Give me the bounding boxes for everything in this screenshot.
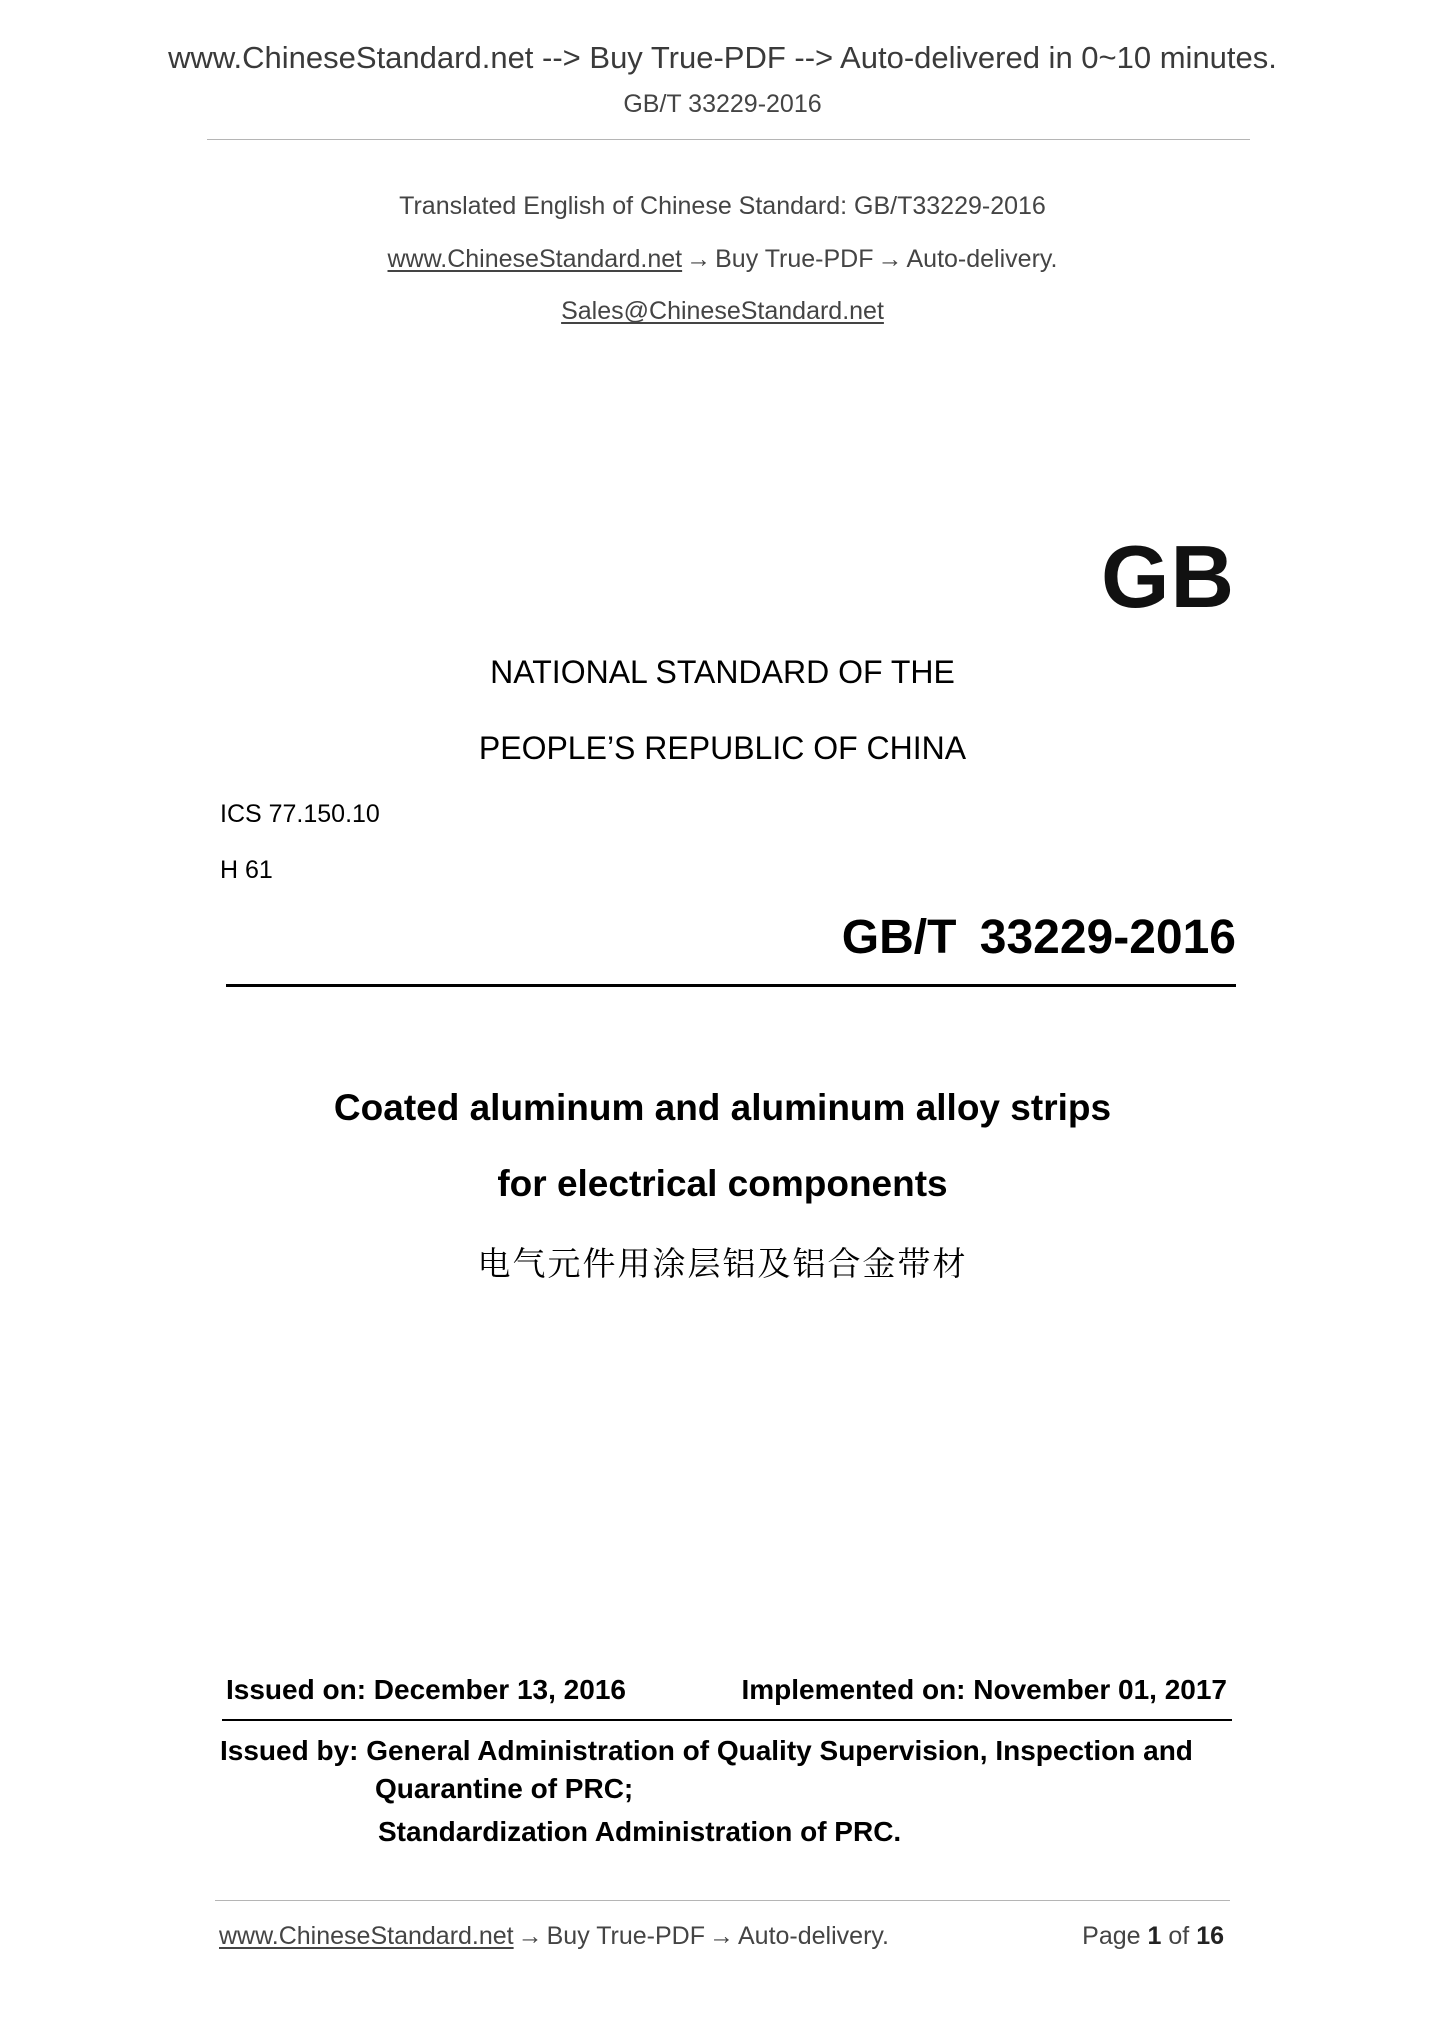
national-standard-line-1: NATIONAL STANDARD OF THE: [490, 654, 955, 690]
sales-email-link[interactable]: Sales@ChineseStandard.net: [561, 297, 884, 325]
auto-delivery-text: Auto-delivery.: [906, 245, 1058, 273]
issue-divider: [222, 1719, 1232, 1721]
top-banner: www.ChineseStandard.net --> Buy True-PDF --> Auto-delivered in 0~10 minutes.: [168, 40, 1277, 75]
header-divider: [207, 139, 1250, 140]
issued-by-block: [220, 1732, 1240, 1808]
issuing-org-1-line-2: Quarantine of PRC;: [375, 1773, 634, 1804]
arrow-right-icon: →: [709, 1922, 734, 1950]
translation-links: [0, 245, 1445, 274]
document-title-line-1: Coated aluminum and aluminum alloy strips: [333, 1087, 1112, 1128]
arrow-right-icon: →: [517, 1922, 543, 1950]
national-standard-line-2: PEOPLE’S REPUBLIC OF CHINA: [478, 730, 967, 766]
issued-by-label: Issued by:: [220, 1735, 359, 1766]
page-total: 16: [1196, 1922, 1224, 1950]
issued-on-date: Issued on: December 13, 2016: [226, 1674, 626, 1705]
page-current: 1: [1147, 1922, 1162, 1950]
gb-logo-mark: GB: [1101, 527, 1235, 626]
site-link[interactable]: www.ChineseStandard.net: [387, 245, 683, 273]
page-indicator: [1082, 1922, 1224, 1951]
classification-code: H 61: [220, 856, 273, 884]
translation-email-row: [0, 297, 1445, 326]
header-standard-code: GB/T 33229-2016: [623, 90, 822, 118]
buy-true-pdf-text: Buy True-PDF: [715, 245, 874, 273]
standard-number-rule: [226, 984, 1236, 987]
footer-buy-text: Buy True-PDF: [546, 1922, 705, 1950]
footer-divider: [215, 1900, 1230, 1901]
implemented-on-date: Implemented on: November 01, 2017: [741, 1674, 1227, 1705]
translation-title: Translated English of Chinese Standard: GB/T33229-2016: [399, 192, 1046, 220]
document-title-line-2: for electrical components: [497, 1163, 948, 1204]
ics-code: ICS 77.150.10: [220, 800, 380, 828]
footer-links: [219, 1922, 889, 1951]
standard-number: GB/T 33229-2016: [841, 911, 1236, 964]
footer-delivery-text: Auto-delivery.: [738, 1922, 889, 1950]
issuing-org-1-line-1: General Administration of Quality Supervision, Inspection and: [366, 1735, 1193, 1766]
document-title-chinese: 电气元件用涂层铝及铝合金带材: [477, 1244, 968, 1283]
issuing-org-2: Standardization Administration of PRC.: [378, 1816, 902, 1847]
arrow-right-icon: →: [686, 245, 712, 273]
page-label: Page: [1082, 1922, 1141, 1950]
footer-site-link[interactable]: www.ChineseStandard.net: [219, 1922, 514, 1950]
arrow-right-icon: →: [877, 245, 903, 273]
page-of-label: of: [1168, 1922, 1190, 1950]
